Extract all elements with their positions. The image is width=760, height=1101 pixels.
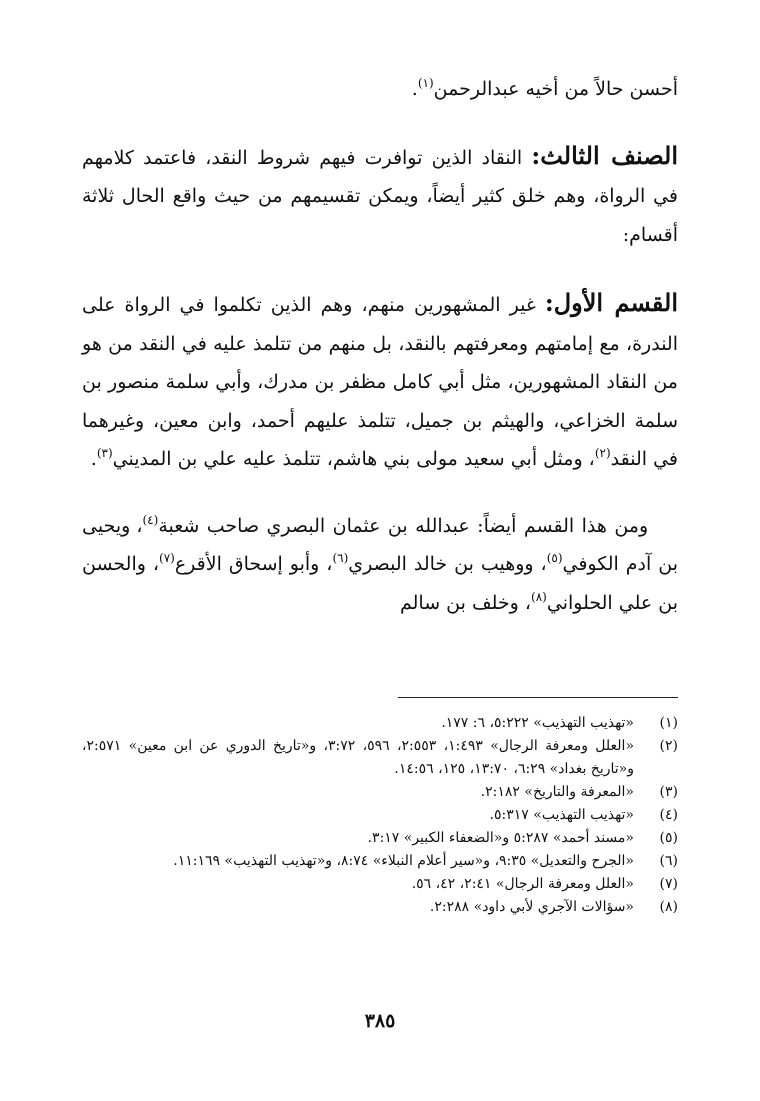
footnote-number: (٦) — [659, 853, 678, 869]
footnote-item — [82, 804, 678, 827]
subsection-heading: القسم الأول: — [544, 288, 678, 317]
footnote-ref[interactable]: (٧) — [159, 551, 175, 565]
paragraph-first-section: القسم الأول: غير المشهورين منهم، وهم الذين تكلموا في الرواة على الندرة، مع إمامتهم ومعرفتهم بالنقد، بل منهم من تتلمذ عليه في النقد من هو من النقاد المشهورين، مثل أبي كامل مظفر بن مدرك، وأبي سلمة منصور بن سلمة الخزاعي، والهيثم بن جميل، تتلمذ عليهم أحمد، وابن معين، وغيرهما في النقد$^{(٢)}$، ومثل أبي سعيد مولى بني هاشم، تتلمذ عليه علي بن المديني$^{(٣)}$. — [82, 288, 678, 470]
footnote-ref[interactable]: (١) — [417, 76, 434, 90]
footnote-text: «مسند أحمد» ٥:٢٨٧ و«الضعفاء الكبير» ٣:١٧. — [367, 830, 634, 846]
page-number: ٣٨٥ — [364, 1010, 396, 1032]
footnote-number: (١) — [659, 715, 678, 731]
footnote-item — [82, 896, 678, 919]
footnote-number: (٤) — [659, 807, 678, 823]
footnote-text: «تهذيب التهذيب» ٥:٢٢٢، ٦: ١٧٧. — [441, 715, 634, 731]
footnote-ref[interactable]: (٣) — [96, 446, 113, 460]
footnote-text: «تهذيب التهذيب» ٥:٣١٧. — [489, 807, 634, 823]
footnote-number: (٧) — [659, 876, 678, 892]
footnotes — [82, 712, 678, 919]
footnote-item — [82, 873, 678, 896]
footnote-item — [82, 781, 678, 804]
footnote-text: «الجرح والتعديل» ٩:٣٥، و«سير أعلام النبلاء» ٨:٧٤، و«تهذيب التهذيب» ١١:١٦٩. — [173, 853, 634, 869]
footnote-item — [82, 735, 678, 781]
footnote-number: (٨) — [659, 899, 678, 915]
paragraph-third-category: الصنف الثالث: النقاد الذين توافرت فيهم شروط النقد، فاعتمد كلامهم في الرواة، وهم خلق كثير أيضاً، ويمكن تقسيمهم من حيث واقع الحال ثلاثة أقسام: — [82, 140, 678, 246]
footnote-text: «سؤالات الآجري لأبي داود» ٢:٢٨٨. — [429, 899, 634, 915]
paragraph-examples: ومن هذا القسم أيضاً: عبدالله بن عثمان البصري صاحب شعبة$^{(٤)}$، ويحيى بن آدم الكوفي$^{(٥)}$، ووهيب بن خالد البصري$^{(٦)}$، وأبو إسحاق الأقرع$^{(٧)}$، والحسن بن علي الحلواني$^{(٨)}$، وخلف بن سالم — [82, 512, 678, 614]
footnote-ref[interactable]: (٢) — [594, 446, 611, 460]
footnote-ref[interactable]: (٥) — [546, 551, 563, 565]
footnote-item — [82, 712, 678, 735]
footnote-number: (٣) — [659, 784, 678, 800]
footnote-number: (٢) — [659, 738, 678, 754]
footnote-item — [82, 850, 678, 873]
footnote-ref[interactable]: (٨) — [531, 589, 547, 604]
footnote-text: «المعرفة والتاريخ» ٢:١٨٢. — [480, 784, 634, 800]
section-heading: الصنف الثالث: — [531, 140, 678, 170]
footnote-number: (٥) — [659, 830, 678, 846]
main-text — [82, 70, 678, 622]
footnote-text: «العلل ومعرفة الرجال» ١:٤٩٣، ٢:٥٥٣، ٥٩٦، ٣:٧٢، و«تاريخ الدوري عن ابن معين» ٢:٥٧١، و«تاريخ بغداد» ٦:٢٩، ١٣:٧٠، ١٢٥، ١٤:٥٦. — [82, 738, 635, 777]
footnote-text: «العلل ومعرفة الرجال» ٢:٤١، ٤٢، ٥٦. — [411, 876, 634, 892]
footnote-ref[interactable]: (٦) — [332, 551, 349, 565]
footnote-ref[interactable]: (٤) — [142, 512, 159, 527]
paragraph-continuation: أحسن حالاً من أخيه عبدالرحمن$^{(١)}$. — [411, 76, 678, 100]
footnote-item — [82, 827, 678, 850]
footnote-separator — [398, 697, 678, 698]
